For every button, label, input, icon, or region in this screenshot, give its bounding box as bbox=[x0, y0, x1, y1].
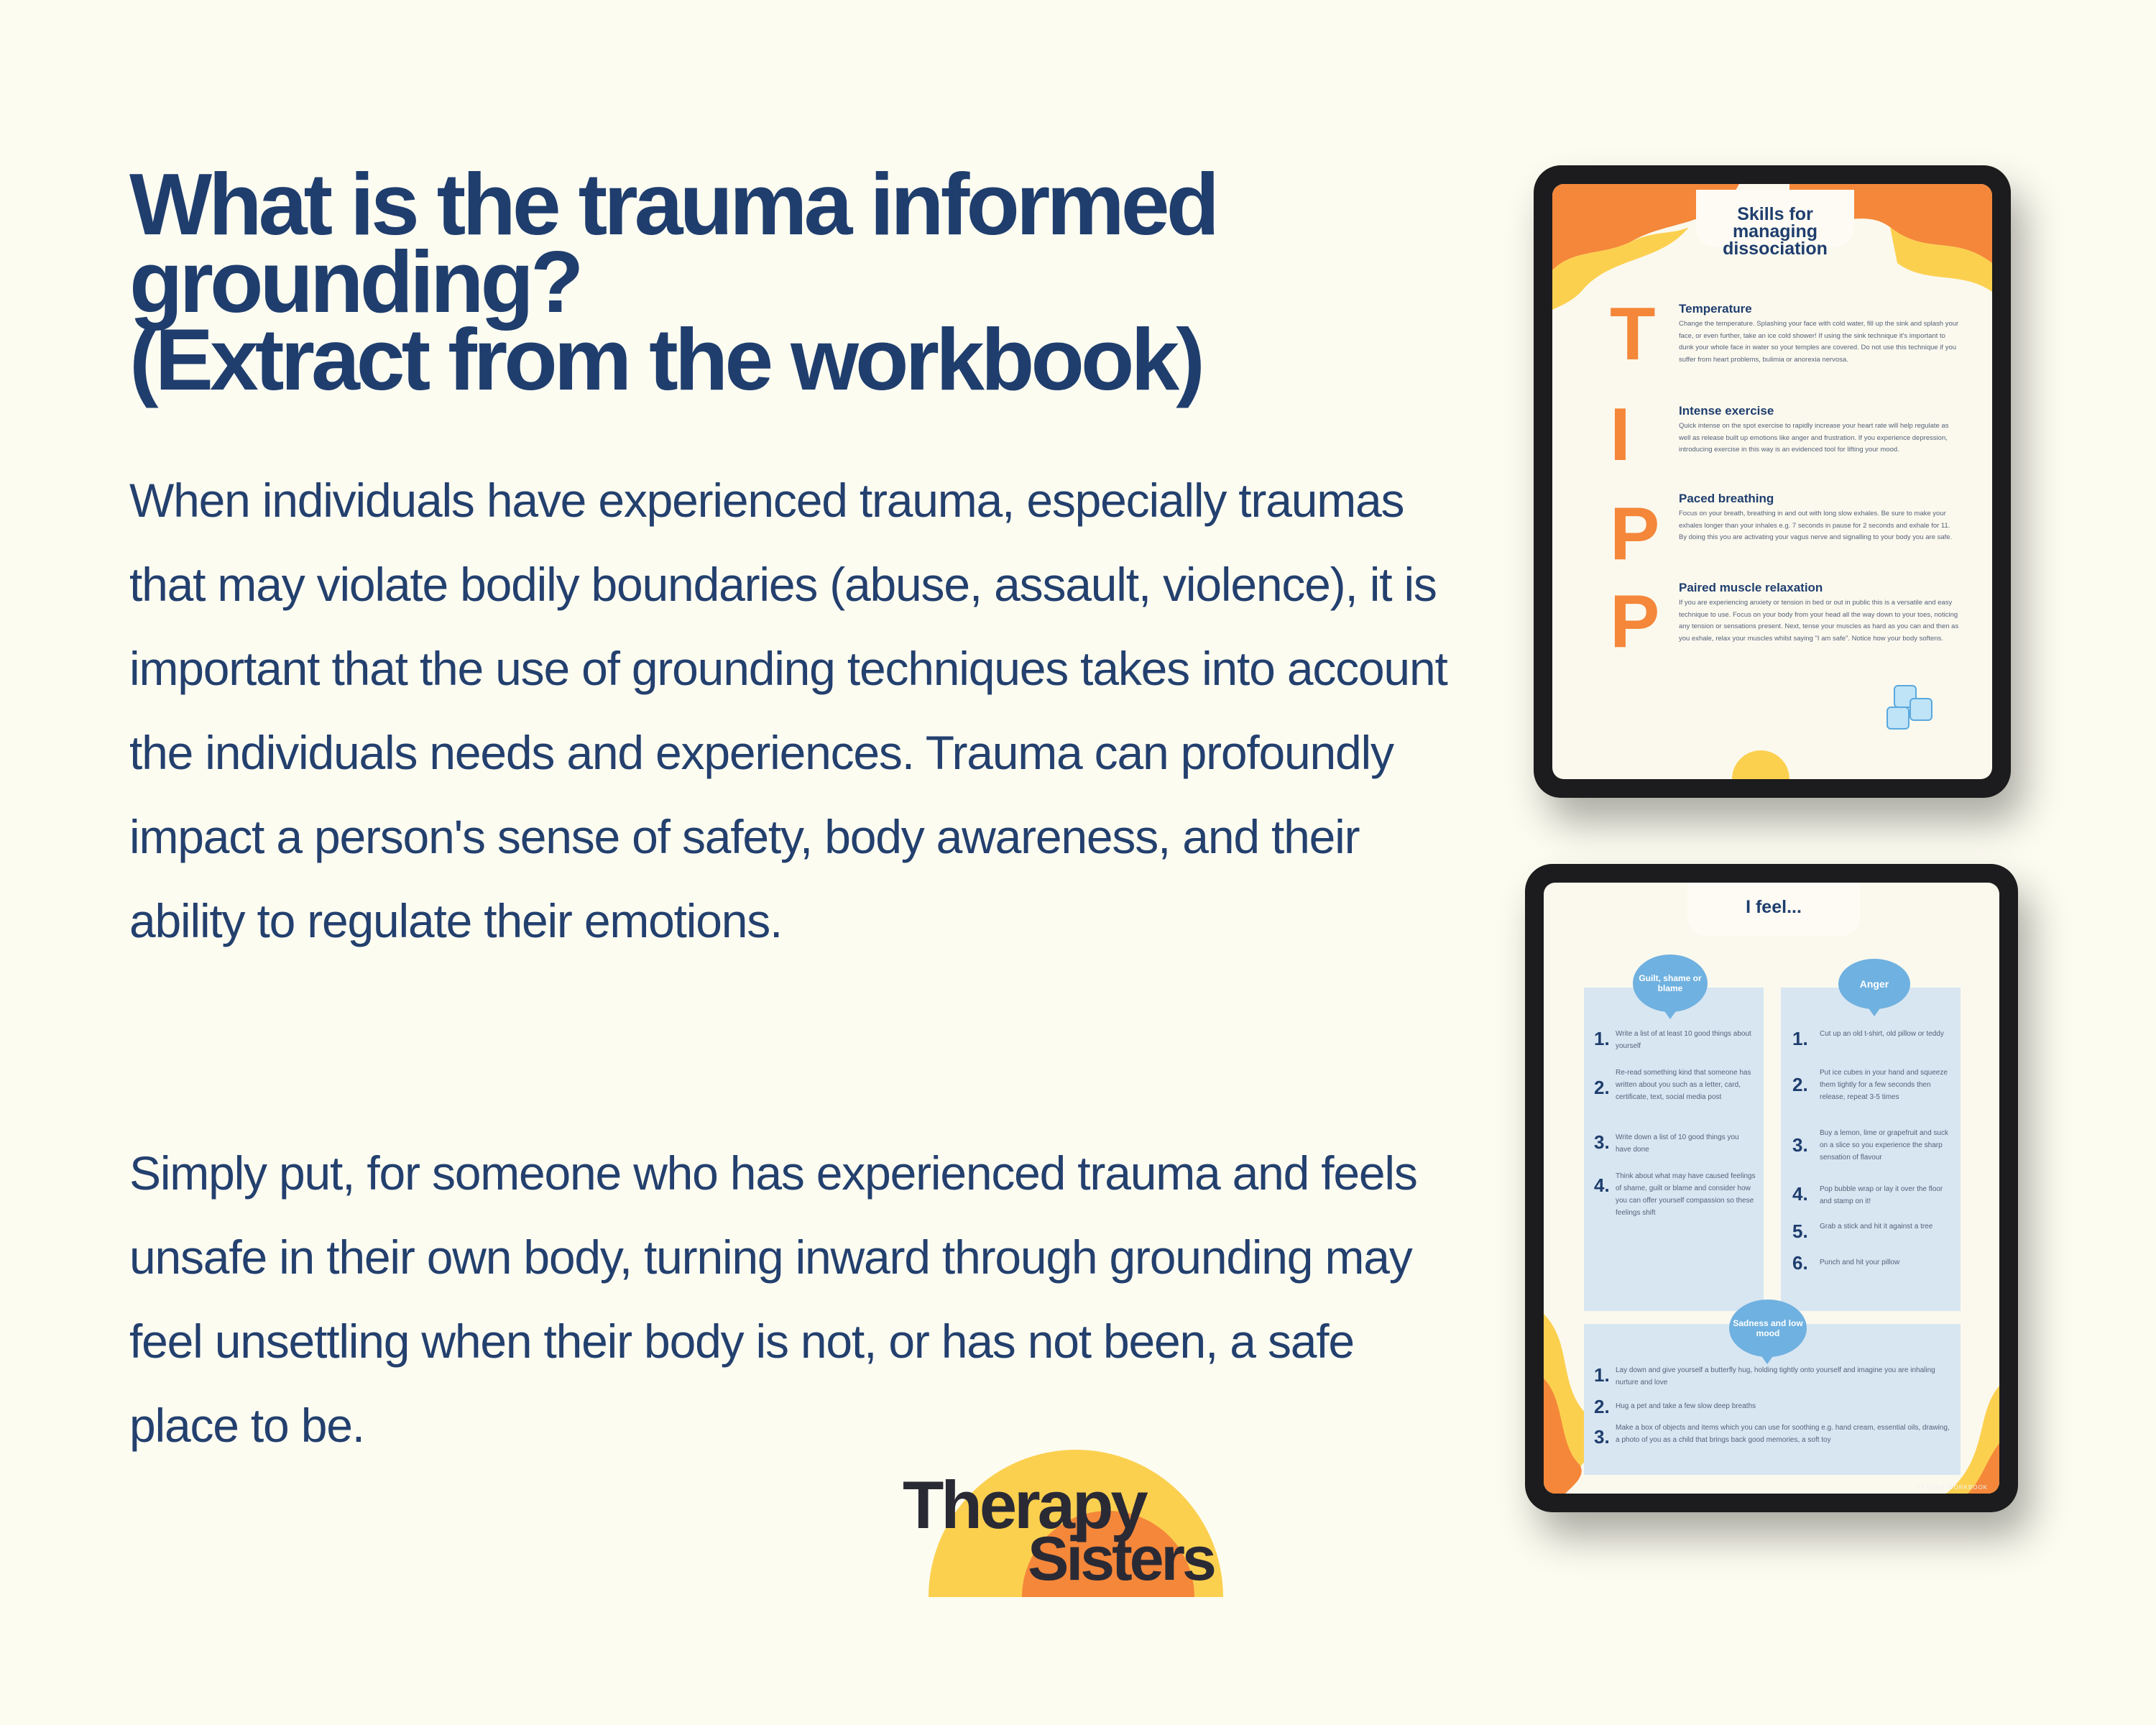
guilt-bubble bbox=[1633, 954, 1708, 1012]
anger-label: Anger bbox=[1859, 978, 1889, 990]
item-text: Re-read something kind that someone has written about you such as a letter, card, certificate, text, social media post bbox=[1616, 1069, 1751, 1101]
item-text: Pop bubble wrap or lay it over the floor and stamp on it! bbox=[1820, 1185, 1943, 1205]
item-number: 2. bbox=[1594, 1396, 1610, 1417]
anger-bubble bbox=[1838, 959, 1910, 1009]
item-text: Buy a lemon, lime or grapefruit and suck on a slice so you experience the sharp sensation of flavour bbox=[1820, 1129, 1948, 1162]
guilt-label: Guilt, shame or blame bbox=[1639, 973, 1702, 993]
list-item bbox=[1594, 1422, 1953, 1448]
list-item bbox=[1792, 1028, 1955, 1050]
item-text: Write down a list of 10 good things you have done bbox=[1616, 1133, 1739, 1154]
i-feel-title: I feel... bbox=[1746, 897, 1802, 917]
item-number: 1. bbox=[1594, 1364, 1610, 1386]
tipp-letter-i: I bbox=[1610, 393, 1631, 477]
skill-temperature bbox=[1679, 302, 1959, 366]
tipp-letter-p1: P bbox=[1610, 492, 1660, 576]
sadness-bubble bbox=[1729, 1300, 1807, 1357]
therapy-sisters-logo bbox=[903, 1440, 1245, 1598]
item-number: 2. bbox=[1594, 1077, 1610, 1098]
tablet-i-feel-page bbox=[1525, 864, 2018, 1512]
item-text: Cut up an old t-shirt, old pillow or teddy bbox=[1820, 1030, 1944, 1038]
item-text: Grab a stick and hit it against a tree bbox=[1820, 1223, 1933, 1230]
skill-text: Change the temperature. Splashing your face with cold water, fill up the sink and splash your face, or even further, take an ice cold shower! If using the sink technique it's important to dunk your whole face in water so your temples are covered. Do not use this technique if you suffer from heart problems, bulimia or anorexia nervosa. bbox=[1679, 320, 1959, 364]
list-item bbox=[1594, 1028, 1756, 1052]
list-item bbox=[1594, 1170, 1756, 1219]
item-number: 3. bbox=[1792, 1134, 1808, 1156]
skill-heading: Paced breathing bbox=[1679, 492, 1774, 505]
list-item bbox=[1594, 1396, 1953, 1418]
item-text: Put ice cubes in your hand and squeeze them tightly for a few seconds then release, repeat 3-5 times bbox=[1820, 1069, 1948, 1101]
summary-paragraph: Simply put, for someone who has experienced trauma and feels unsafe in their own body, turning inward through grounding may feel unsettling when their body is not, or has not been, a safe place to be. bbox=[129, 1146, 1417, 1452]
intro-paragraph: When individuals have experienced trauma, especially traumas that may violate bodily boundaries (abuse, assault, violence), it is important that the use of grounding techniques takes into account the individuals needs and experiences. Trauma can profoundly impact a person's sense of safety, body awareness, and their ability to regulate their emotions. bbox=[129, 474, 1447, 947]
item-number: 3. bbox=[1594, 1131, 1610, 1153]
item-number: 1. bbox=[1594, 1028, 1610, 1049]
item-number: 5. bbox=[1792, 1220, 1808, 1242]
title-line-1: What is the trauma informed bbox=[129, 155, 1217, 253]
item-text: Punch and hit your pillow bbox=[1820, 1259, 1900, 1266]
item-number: 4. bbox=[1792, 1183, 1808, 1205]
tipp-letter-t: T bbox=[1610, 293, 1656, 376]
title-line-3: (Extract from the workbook) bbox=[129, 310, 1202, 408]
tipp-screen bbox=[1552, 184, 1992, 779]
skill-text: If you are experiencing anxiety or tension in bed or out in public this is a versatile and easy technique to use. Focus on your body from your head all the way down to your toes, noticing any tension or sensations present. Next, tense your muscles as hard as you can and then as you exhale, relax your muscles whilst saying "I am safe". Notice how your body softens. bbox=[1679, 599, 1959, 643]
list-item bbox=[1594, 1364, 1953, 1389]
skill-heading: Intense exercise bbox=[1679, 404, 1774, 418]
page-title bbox=[129, 155, 1279, 408]
list-item bbox=[1792, 1067, 1955, 1103]
tipp-letter-p2: P bbox=[1610, 580, 1660, 663]
logo-word-sisters: Sisters bbox=[1028, 1524, 1214, 1593]
skill-paired-muscle-relaxation bbox=[1679, 581, 1959, 645]
tipp-title: Skills for managing dissociation bbox=[1723, 204, 1828, 259]
skill-paced-breathing bbox=[1679, 492, 1959, 544]
list-item bbox=[1792, 1220, 1955, 1243]
workbook-footer: TRAUMA WORKBOOK bbox=[1917, 1484, 1988, 1491]
item-number: 4. bbox=[1594, 1174, 1610, 1196]
list-item bbox=[1792, 1183, 1955, 1208]
skill-text: Quick intense on the spot exercise to rapidly increase your heart rate will help regulate as well as release built up emotions like anger and frustration. If you experience depression, introducing exercise in this way is an evidenced tool for lifting your mood. bbox=[1679, 422, 1949, 454]
item-text: Write a list of at least 10 good things about yourself bbox=[1616, 1030, 1751, 1050]
item-text: Lay down and give yourself a butterfly hug, holding tightly onto yourself and imagine you are inhaling nurture and love bbox=[1616, 1366, 1935, 1386]
tipp-title-box bbox=[1696, 190, 1854, 259]
skill-heading: Paired muscle relaxation bbox=[1679, 581, 1823, 594]
i-feel-screen bbox=[1544, 883, 1999, 1494]
title-line-2: grounding? bbox=[129, 233, 581, 331]
tablet-tipp-page bbox=[1534, 165, 2011, 798]
item-number: 6. bbox=[1792, 1252, 1808, 1274]
list-item bbox=[1594, 1131, 1756, 1156]
tipp-decoration bbox=[1552, 184, 1992, 779]
logo-word-therapy: Therapy bbox=[903, 1467, 1146, 1542]
sadness-label: Sadness and low mood bbox=[1733, 1318, 1803, 1338]
skill-intense-exercise bbox=[1679, 404, 1959, 456]
item-number: 1. bbox=[1792, 1028, 1808, 1049]
item-number: 3. bbox=[1594, 1426, 1610, 1448]
i-feel-title-box bbox=[1687, 883, 1860, 936]
item-text: Think about what may have caused feelings of shame, guilt or blame and consider how you can offer yourself compassion so these feelings shift bbox=[1616, 1172, 1756, 1217]
item-number: 2. bbox=[1792, 1074, 1808, 1095]
skill-text: Focus on your breath, breathing in and out with long slow exhales. Be sure to make your exhales longer than your inhales e.g. 7 seconds in pause for 2 seconds and exhale for 11. By doing this you are activating your vagus nerve and signalling to your body you are safe. bbox=[1679, 510, 1953, 541]
list-item bbox=[1792, 1127, 1955, 1164]
item-text: Make a box of objects and items which you can use for soothing e.g. hand cream, essential oils, drawing, a photo of you as a child that brings back good memories, a soft toy bbox=[1616, 1424, 1950, 1444]
ice-cube-graphic bbox=[1887, 686, 1932, 729]
item-text: Hug a pet and take a few slow deep breaths bbox=[1616, 1402, 1756, 1410]
list-item bbox=[1594, 1067, 1756, 1103]
skill-heading: Temperature bbox=[1679, 302, 1752, 316]
list-item bbox=[1792, 1252, 1955, 1274]
